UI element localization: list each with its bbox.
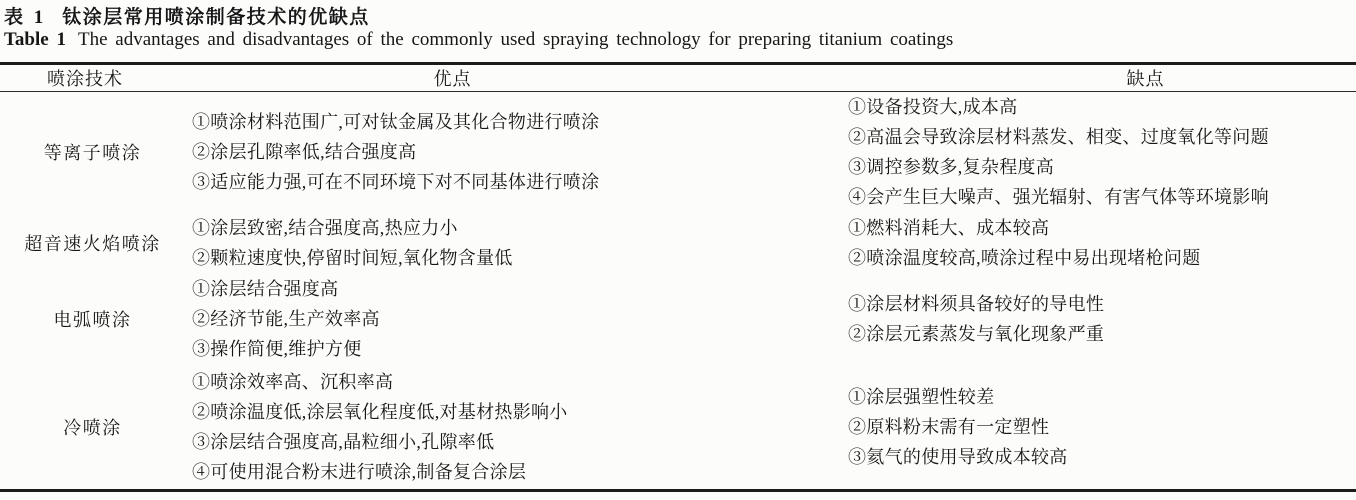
table-caption-zh-text: 钛涂层常用喷涂制备技术的优缺点 xyxy=(62,7,370,28)
advantage-item: ③涂层结合强度高,晶粒细小,孔隙率低 xyxy=(192,431,495,452)
disadvantage-item: ②喷涂温度较高,喷涂过程中易出现堵枪问题 xyxy=(848,248,1201,268)
table-row xyxy=(0,212,1356,274)
advantage-item: ②喷涂温度低,涂层氧化程度低,对基材热影响小 xyxy=(192,401,568,422)
table-row xyxy=(0,364,1356,489)
advantage-item: ①涂层结合强度高 xyxy=(192,279,339,299)
table-caption-en-text: The advantages and disadvantages of the commonly used spraying technology for preparing titanium coatings xyxy=(77,29,954,50)
disadvantage-item: ②高温会导致涂层材料蒸发、相变、过度氧化等问题 xyxy=(848,127,1269,147)
advantage-item: ③操作简便,维护方便 xyxy=(192,339,362,359)
advantages-cell xyxy=(185,364,840,489)
table-caption-zh xyxy=(4,2,370,29)
disadvantage-item: ②原料粉末需有一定塑性 xyxy=(848,416,1050,437)
table-row xyxy=(0,274,1356,364)
advantages-cell xyxy=(185,274,840,364)
disadvantages-cell xyxy=(840,92,1356,212)
table-body xyxy=(0,92,1356,489)
advantage-item: ②涂层孔隙率低,结合强度高 xyxy=(192,142,417,162)
disadvantages-cell xyxy=(840,364,1356,489)
advantage-item: ①涂层致密,结合强度高,热应力小 xyxy=(192,218,458,238)
disadvantage-item: ②涂层元素蒸发与氧化现象严重 xyxy=(848,324,1105,344)
disadvantage-item: ③调控参数多,复杂程度高 xyxy=(848,157,1055,177)
table-caption-zh-label: 表 1 xyxy=(4,7,47,28)
disadvantage-item: ④会产生巨大噪声、强光辐射、有害气体等环境影响 xyxy=(848,187,1269,207)
disadvantage-item: ③氦气的使用导致成本较高 xyxy=(848,446,1068,467)
disadvantage-item: ①涂层强塑性较差 xyxy=(848,386,995,407)
advantage-item: ②经济节能,生产效率高 xyxy=(192,309,380,329)
header-disadvantages: 缺点 xyxy=(1126,69,1165,89)
disadvantage-item: ①燃料消耗大、成本较高 xyxy=(848,218,1050,238)
technology-cell: 冷喷涂 xyxy=(63,417,122,438)
advantage-item: ①喷涂效率高、沉积率高 xyxy=(192,371,394,392)
disadvantages-cell xyxy=(840,212,1356,274)
technology-cell: 超音速火焰喷涂 xyxy=(24,234,161,254)
table-header-row xyxy=(0,65,1356,92)
disadvantages-cell xyxy=(840,274,1356,364)
table-caption-en-label: Table 1 xyxy=(4,29,66,50)
technology-cell: 电弧喷涂 xyxy=(53,310,132,330)
disadvantage-item: ①设备投资大,成本高 xyxy=(848,97,1018,117)
advantage-item: ④可使用混合粉末进行喷涂,制备复合涂层 xyxy=(192,461,527,482)
table-caption-en xyxy=(4,29,953,51)
advantage-item: ①喷涂材料范围广,可对钛金属及其化合物进行喷涂 xyxy=(192,112,600,132)
technology-cell: 等离子喷涂 xyxy=(43,143,142,163)
table-row xyxy=(0,92,1356,212)
advantage-item: ②颗粒速度快,停留时间短,氧化物含量低 xyxy=(192,248,513,268)
advantages-cell xyxy=(185,212,840,274)
disadvantage-item: ①涂层材料须具备较好的导电性 xyxy=(848,294,1105,314)
advantage-item: ③适应能力强,可在不同环境下对不同基体进行喷涂 xyxy=(192,172,600,192)
header-advantages: 优点 xyxy=(433,69,472,89)
advantages-cell xyxy=(185,92,840,212)
advantages-disadvantages-table xyxy=(0,62,1356,492)
header-spraying-technology: 喷涂技术 xyxy=(47,69,123,89)
